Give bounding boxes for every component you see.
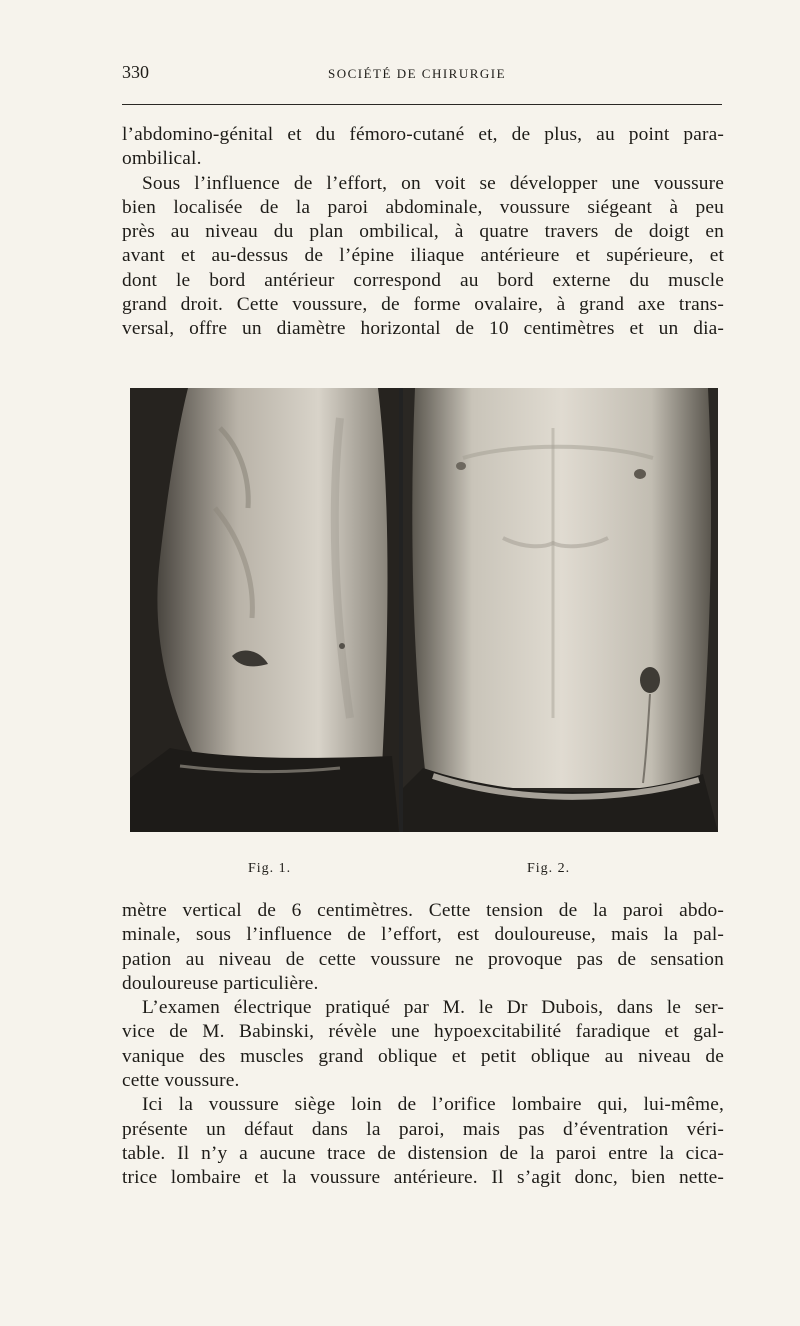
text-line: cette voussure.	[122, 1070, 240, 1092]
text-line: douloureuse particulière.	[122, 972, 319, 994]
text-line: vanique des muscles grand oblique et petit oblique au niveau de	[122, 1045, 724, 1067]
text-line: avant et au-dessus de l’épine iliaque antérieure et supérieure, et	[122, 245, 724, 267]
text-line: ombilical.	[122, 148, 202, 170]
figure-2-caption: Fig. 2.	[527, 861, 571, 876]
text-line: dont le bord antérieur correspond au bord externe du muscle	[122, 269, 724, 291]
text-line: grand droit. Cette voussure, de forme ovalaire, à grand axe trans-	[122, 294, 724, 316]
page-number: 330	[122, 62, 149, 82]
text-line: Ici la voussure siège loin de l’orifice lombaire qui, lui-même,	[142, 1094, 724, 1116]
running-title: SOCIÉTÉ DE CHIRURGIE	[328, 66, 507, 81]
page-header	[122, 62, 720, 96]
text-line: table. Il n’y a aucune trace de distension de la paroi entre la cica-	[122, 1142, 724, 1164]
paragraph-top	[122, 123, 724, 342]
text-line: minale, sous l’influence de l’effort, est douloureuse, mais la pal-	[122, 924, 724, 946]
text-line: près au niveau du plan ombilical, à quatre travers de doigt en	[122, 221, 724, 243]
figure-1-caption: Fig. 1.	[248, 861, 292, 876]
text-line: pation au niveau de cette voussure ne provoque pas de sensation	[122, 948, 724, 970]
text-line: vice de M. Babinski, révèle une hypoexcitabilité faradique et gal-	[122, 1021, 724, 1043]
text-line: mètre vertical de 6 centimètres. Cette tension de la paroi abdo-	[122, 900, 724, 921]
paragraph-bottom	[122, 899, 724, 1191]
text-line: l’abdomino-génital et du fémoro-cutané et, de plus, au point para-	[122, 124, 724, 145]
figure-1-photo	[130, 388, 399, 832]
text-line: présente un défaut dans la paroi, mais pas d’éventration véri-	[122, 1118, 724, 1140]
figure-plate	[130, 388, 718, 832]
text-line: versal, offre un diamètre horizontal de 10 centimètres et un dia-	[122, 318, 724, 340]
figure-2-photo	[403, 388, 718, 832]
text-line: Sous l’influence de l’effort, on voit se développer une voussure	[142, 172, 724, 194]
text-line: bien localisée de la paroi abdominale, voussure siégeant à peu	[122, 196, 724, 218]
text-line: trice lombaire et la voussure antérieure. Il s’agit donc, bien nette-	[122, 1167, 724, 1189]
text-line: L’examen électrique pratiqué par M. le Dr Dubois, dans le ser-	[142, 997, 724, 1019]
header-rule	[122, 104, 722, 105]
